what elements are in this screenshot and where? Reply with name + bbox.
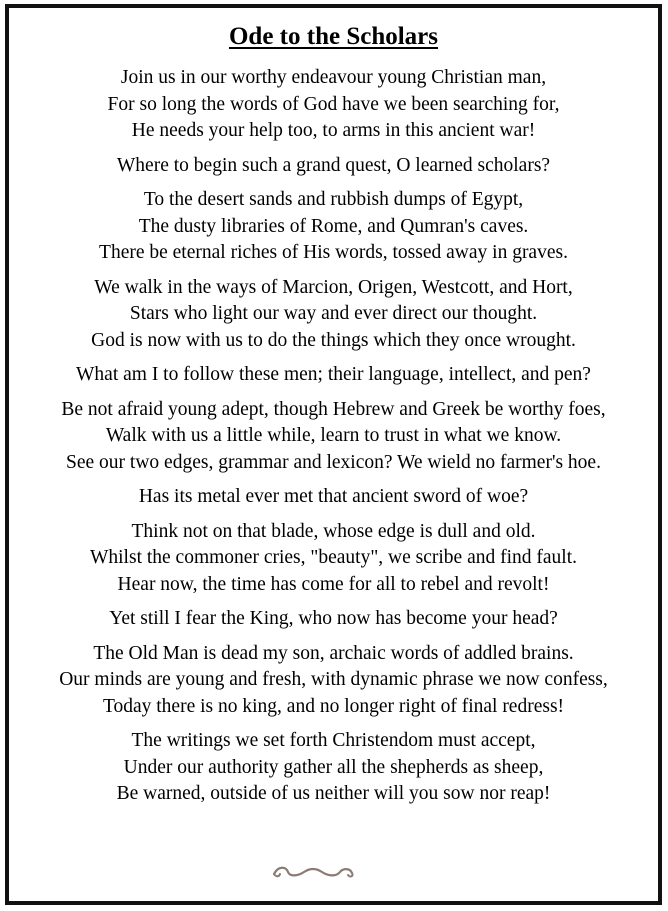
stanza-8 — [9, 519, 658, 599]
poem-line: Today there is no king, and no longer right of final redress! — [102, 695, 565, 717]
poem-line: Our minds are young and fresh, with dynamic phrase we now confess, — [59, 669, 608, 690]
stanza-6 — [9, 397, 658, 477]
poem-line: Under our authority gather all the shepherds as sheep, — [123, 756, 544, 778]
stanza-11 — [9, 728, 658, 808]
poem-line: He needs your help too, to arms in this ancient war! — [131, 120, 536, 141]
poem-line: See our two edges, grammar and lexicon? We wield no farmer's hoe. — [66, 451, 601, 473]
stanza-2 — [9, 153, 658, 180]
poem-line: The dusty libraries of Rome, and Qumran's caves. — [138, 215, 529, 237]
poem-line: Has its metal ever met that ancient sword of woe? — [138, 486, 529, 507]
poem-line: What am I to follow these men; their language, intellect, and pen? — [76, 364, 591, 385]
poem-line: Be warned, outside of us neither will you sow nor reap! — [116, 783, 551, 804]
stanza-1 — [9, 65, 658, 145]
poem-body — [9, 65, 658, 816]
stanza-3 — [9, 187, 658, 267]
poem-line: Stars who light our way and ever direct our thought. — [129, 303, 538, 324]
stanza-5 — [9, 362, 658, 389]
flourish-divider-icon — [268, 862, 358, 882]
poem-title: Ode to the Scholars — [228, 23, 439, 50]
poem-line: God is now with us to do the things which they once wrought. — [91, 329, 576, 351]
poem-line: Think not on that blade, whose edge is dull and old. — [131, 520, 536, 542]
poem-line: Yet still I fear the King, who now has become your head? — [109, 608, 558, 629]
poem-line: The writings we set forth Christendom must accept, — [131, 730, 536, 751]
poem-line: The Old Man is dead my son, archaic words of addled brains. — [93, 642, 574, 664]
poem-line: Walk with us a little while, learn to trust in what we know. — [105, 425, 562, 446]
stanza-7 — [9, 484, 658, 511]
stanza-9 — [9, 606, 658, 633]
poem-line: Whilst the commoner cries, "beauty", we scribe and find fault. — [89, 547, 577, 568]
stanza-4 — [9, 275, 658, 355]
poem-line: To the desert sands and rubbish dumps of Egypt, — [143, 189, 524, 210]
poem-line: Join us in our worthy endeavour young Christian man, — [120, 67, 547, 88]
poem-line: Hear now, the time has come for all to rebel and revolt! — [117, 573, 550, 595]
poem-line: For so long the words of God have we been searching for, — [107, 93, 560, 115]
stanza-10 — [9, 641, 658, 721]
poem-line: There be eternal riches of His words, tossed away in graves. — [99, 242, 568, 263]
poem-line: Be not afraid young adept, though Hebrew and Greek be worthy foes, — [61, 398, 606, 420]
poem-line: We walk in the ways of Marcion, Origen, Westcott, and Hort, — [94, 276, 573, 298]
poem-line: Where to begin such a grand quest, O learned scholars? — [116, 154, 551, 176]
poem-frame — [5, 4, 662, 905]
